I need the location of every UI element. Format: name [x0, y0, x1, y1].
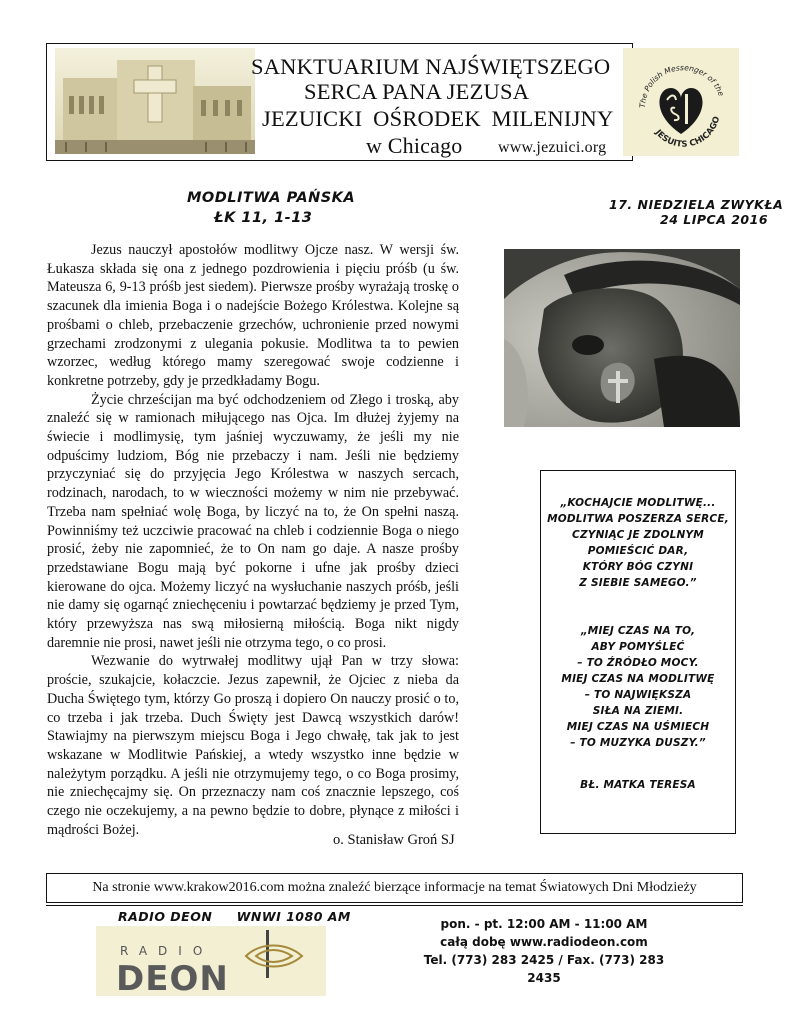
radio-logo-big-text: DEON	[116, 959, 229, 996]
logo-arc-text: The Polish Messenger of the	[637, 63, 726, 109]
article-paragraph: Wezwanie do wytrwałej modlitwy ujął Pan w trzy słowa: proście, szukajcie, kołaczcie. Jezus zapewnił, że Ojciec z nieba da Ducha Świętego tym, którzy Go proszą i dopiero On nauczy prosić o to, co trzeba i jak trzeba. Duch Święty jest Dawcą wszystkich darów! Stawiajmy na pierwszym miejscu Boga i Jego chwałę, tak jak to jest wskazane w Modlitwie Pańskiej, a wtedy wszystko inne będzie w należytym porządku. A jeśli nie otrzymujemy tego, o co Boga prosimy, nie zniechęcajmy się. On przeznaczy nam coś znacznie lepszego, coś czego nie oczekujemy, a na pewno będzie to dobre, płynące z miłości i mądrości Bożej.	[47, 653, 459, 838]
quote-attribution: BŁ. MATKA TERESA	[580, 779, 696, 791]
quote-have-time: „MIEJ CZAS NA TO, ABY POMYŚLEĆ – TO ŹRÓDŁO MOCY. MIEJ CZAS NA MODLITWĘ – TO NAJWIĘKSZA SIŁA NA ZIEMI. MIEJ CZAS NA UŚMIECH – TO MUZYKA DUSZY.”	[561, 625, 715, 749]
article-title: MODLITWA PAŃSKA	[187, 190, 356, 206]
article-reference: ŁK 11, 1-13	[214, 210, 313, 226]
article-paragraph: Życie chrześcijan ma być odchodzeniem od Złego i troską, aby znaleźć się w ramionach miłującego nas Ojca. Im dłużej żyjemy na świecie i modlimysię, tym jaśniej wyczuwamy, że jeśli my nie odpuścimy ludziom, Bóg nie przebaczy i nam. Jeśli nie będziemy przyczyniać się do przyjęcia Jego Królestwa w naszych sercach, rodzinach, narodach, to w wieczności możemy w nim nie przebywać. Trzeba nam spełniać wolę Boga, by liczyć na to, że On spełni naszą. Powinniśmy też uczciwie pracować na chleb i codziennie Boga o niego prosić, żeby nie zapomnieć, że to On nam go daje. A nasze prośby przedstawiane Bogu mają być pokorne i ufne jak prośby dzieci kierowane do ojca. Możemy liczyć na wysłuchanie naszych próśb, jeśli nie damy się ogarnąć zniechęceniu i powtarzać będziemy je przed Tym, który przewyższa nas swą miłosierną miłością. Boga nikt nigdy daremnie nie prosi, nawet jeśli nie otrzyma tego, o co prosi.	[47, 391, 459, 651]
header-title-line3: JEZUICKI OŚRODEK MILENIJNY	[262, 106, 614, 131]
footer-divider	[46, 905, 743, 906]
header-website-link[interactable]: www.jezuici.org	[498, 139, 607, 156]
radio-station-label: RADIO DEON WNWI 1080 AM	[118, 909, 351, 924]
header-title-line2: SERCA PANA JEZUSA	[304, 79, 530, 104]
jesuits-logo	[623, 48, 739, 156]
article-paragraph: Jezus nauczył apostołów modlitwy Ojcze nasz. W wersji św. Łukasza składa się ona z jednego pozdrowienia i pięciu próśb (u św. Mateusza 6, 9-13 próśb jest siedem). Pierwsze prośby wyrażają troskę o szacunek dla imienia Boga i o nadejście Bożego Królestwa. Kolejne są prośbami o chleb, przebaczenie grzechów, uchronienie przed nowymi grzechami zrodzonymi z ulegania pokusie. Modlitwa ta to pewien wzorzec, według którego mamy szeregować swoje codzienne i konkretne potrzeby, gdy je przedkładamy Bogu.	[47, 242, 459, 389]
quote-box	[540, 470, 736, 834]
header-location: w Chicago	[366, 133, 463, 158]
radio-info	[406, 915, 682, 987]
radio-deon-logo	[96, 926, 326, 996]
church-image	[55, 48, 255, 154]
article-date: 24 LIPCA 2016	[660, 212, 769, 227]
quote-love-prayer: „KOCHAJCIE MODLITWĘ... MODLITWA POSZERZA SERCE, CZYNIĄC JE ZDOLNYM POMIEŚCIĆ DAR, KTÓRY BÓG CZYNI Z SIEBIE SAMEGO.”	[547, 497, 729, 589]
logo-bottom-text: JESUITS CHICAGO	[653, 115, 722, 149]
world-youth-day-notice: Na stronie www.krakow2016.com można znaleźć bierzące informacje na temat Światowych Dni Młodzieży	[46, 873, 743, 903]
article-author: o. Stanisław Groń SJ	[333, 832, 455, 848]
header-title-line1: SANKTUARIUM NAJŚWIĘTSZEGO	[251, 54, 611, 79]
soldier-praying-photo	[504, 249, 740, 427]
radio-online: całą dobę www.radiodeon.com	[440, 935, 648, 949]
radio-phone: Tel. (773) 283 2425 / Fax. (773) 283 2435	[423, 953, 665, 985]
article-body	[47, 241, 459, 840]
liturgical-occasion: 17. NIEDZIELA ZWYKŁA	[609, 197, 784, 212]
radio-hours: pon. - pt. 12:00 AM - 11:00 AM	[440, 917, 648, 931]
radio-logo-small-text: RADIO	[120, 944, 214, 958]
antenna-icon	[266, 930, 269, 978]
